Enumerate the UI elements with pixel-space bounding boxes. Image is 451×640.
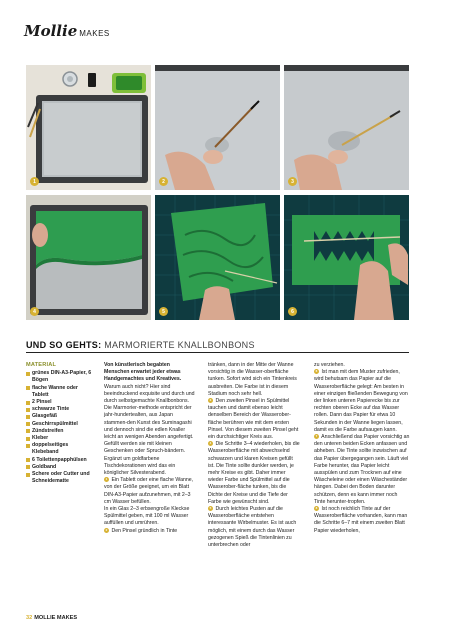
step-number-badge: 2 (105, 527, 108, 532)
step-badge: 1 (30, 177, 39, 186)
tray-with-supplies-illustration (26, 65, 151, 190)
body-column-2 (208, 362, 300, 549)
page-number: 32 (26, 615, 33, 621)
step-number-badge: 3 (209, 398, 212, 403)
step-number-badge: 5 (209, 506, 212, 511)
cracker-folding-illustration (284, 195, 409, 320)
body-column-1 (104, 362, 196, 535)
material-item: Kleber (26, 435, 92, 442)
step-badge: 5 (159, 307, 168, 316)
body-column-3 (314, 362, 410, 535)
photo-step-4 (26, 195, 151, 320)
step-number-badge: 1 (105, 477, 108, 482)
step-badge: 2 (159, 177, 168, 186)
step-number-badge: 8 (315, 506, 318, 511)
material-item: Geschirrspülmittel (26, 421, 92, 428)
material-item: grünes DIN-A3-Papier, 6 Bögen (26, 370, 92, 384)
step-number-badge: 4 (209, 441, 212, 446)
footer-magazine-name: MOLLIE MAKES (34, 615, 78, 621)
step-paragraph: 1 Ein Tablett oder eine flache Wanne, von der Größe geeignet, um ein Blatt DIN-A3-Papier aufzunehmen, mit 2–3 cm Wasser befüllen. (104, 477, 194, 505)
photo-step-2 (155, 65, 280, 190)
step-number-badge: 7 (315, 434, 318, 439)
step-paragraph: 3 Den zweiten Pinsel in Spülmittel tauchen und damit ebenso leicht denselben Bereich der Wasserober-fläche berühren wie mit dem ersten Pinsel. Von diesem zweiten Pinsel geht ein durchsichtiger Kreis aus. (208, 398, 299, 441)
body-paragraph: tränken, dann in der Mitte der Wanne vorsichtig in die Wasser-oberfläche tunken. Sofort wird sich ein Tintenkreis ausbreiten. Die Farbe ist in diesem Stadium noch sehr hell. (208, 362, 297, 397)
photo-step-5 (155, 195, 280, 320)
step-paragraph: 8 Ist noch reichlich Tinte auf der Wasseroberfläche vorhanden, kann man die Schritte 6–7 mit einem zweiten Blatt Papier wiederholen, (314, 506, 408, 534)
section-divider (26, 352, 409, 353)
material-heading: MATERIAL (26, 362, 57, 368)
step-badge: 3 (288, 177, 297, 186)
photo-step-1 (26, 65, 151, 190)
step-paragraph: 6 Ist man mit dem Muster zufrieden, wird behutsam das Papier auf die Wasseroberfläche gelegt: Am besten in einer einzigen fließenden Bewegung von der linken unteren Papierecke bis zur rechten oberen Ecke auf das Wasser rollen. Dann das Papier für etwa 10 Sekunden in der Wanne liegen lassen, damit es die Farbe aufsaugen kann. (314, 369, 408, 433)
step-badge: 6 (288, 307, 297, 316)
material-item: Goldband (26, 464, 92, 471)
logo-makes: MAKES (79, 29, 110, 38)
page-footer (26, 615, 77, 621)
material-item: 6 Toilettenpapphülsen (26, 457, 92, 464)
material-item: flache Wanne oder Tablett (26, 385, 92, 399)
material-item: 2 Pinsel (26, 399, 92, 406)
material-item: Glasgefäß (26, 413, 92, 420)
material-item: Zündstreifen (26, 428, 92, 435)
section-title (26, 340, 255, 350)
magazine-logo (24, 20, 110, 40)
marbled-paper-illustration (155, 195, 280, 320)
second-brush-illustration (284, 65, 409, 190)
paper-on-water-illustration (26, 195, 151, 320)
material-item: doppelseitiges Klebeband (26, 442, 92, 456)
brush-dipping-illustration (155, 65, 280, 190)
body-paragraph: zu verziehen. (314, 362, 345, 368)
photo-step-3 (284, 65, 409, 190)
section-title-prefix: UND SO GEHTS: (26, 340, 102, 350)
step-paragraph: 5 Durch leichtes Pusten auf die Wasseroberfläche entstehen interessante Wirbelmuster. Es ist auch möglich, mit einem durch das Wasser gezogenen Spieß die Tintenlinien zu unterbrechen oder (208, 506, 297, 549)
body-paragraph: In ein Glas 2–3 erbsengroße Kleckse Spülmittel geben, mit 100 ml Wasser auffüllen und umrühren. (104, 506, 190, 527)
material-item: Schere oder Cutter und Schneidematte (26, 471, 92, 485)
step-badge: 4 (30, 307, 39, 316)
photo-step-6 (284, 195, 409, 320)
section-title-main: MARMORIERTE KNALLBONBONS (101, 340, 255, 350)
material-item: schwarze Tinte (26, 406, 92, 413)
step-paragraph: 7 Anschließend das Papier vorsichtig an den unteren beiden Ecken anfassen und abheben. Die Tinte sollte inzwischen auf das Papier übergegangen sein. Läuft viel Farbe herunter, das Papier leicht ausspülen und zum Trocknen auf eine Wäscheleine oder einen Wäscheständer hängen. Dabei den Boden darunter schützen, denn es kann immer noch Tinte herunter-tropfen. (314, 434, 410, 505)
intro-paragraph: Von künstlerisch begabten Menschen erwartet jeder etwas Handgemachtes und Kreatives. Warum auch nicht? Hier sind beeindruckend exquisite und durch und durch selbstgemachte Knallbonbons. Die Marmorier-methode entspricht der jahr-hundertealten, aus Japan stammen-den Kunst des Suminagashi und dennoch sind die edlen Knaller leicht an wenigen Abenden angefertigt. Gefüllt werden sie mit kleinen Geschenken oder Spruch-bändern. Ergänzt um goldfarbene Tischdekorationen wird das ein königlicher Silvesterabend. (104, 362, 195, 477)
step-paragraph: 4 Die Schritte 3–4 wiederholen, bis die Wasseroberfläche mit abwechselnd schwarzen und klaren Kreisen gefüllt ist. Die Tinte sollte dunkler werden, je mehr Kreise es gibt. Daher immer wieder Farbe und Spülmittel auf die Wasserober-fläche tunken, bis die Dichte der Kreise und die Tiefe der Farbe wie gewünscht sind. (208, 441, 300, 505)
logo-mollie: Mollie (24, 22, 78, 40)
step-paragraph: 2 Den Pinsel gründlich in Tinte (105, 527, 178, 534)
step-number-badge: 6 (315, 369, 318, 374)
material-list (26, 362, 92, 485)
